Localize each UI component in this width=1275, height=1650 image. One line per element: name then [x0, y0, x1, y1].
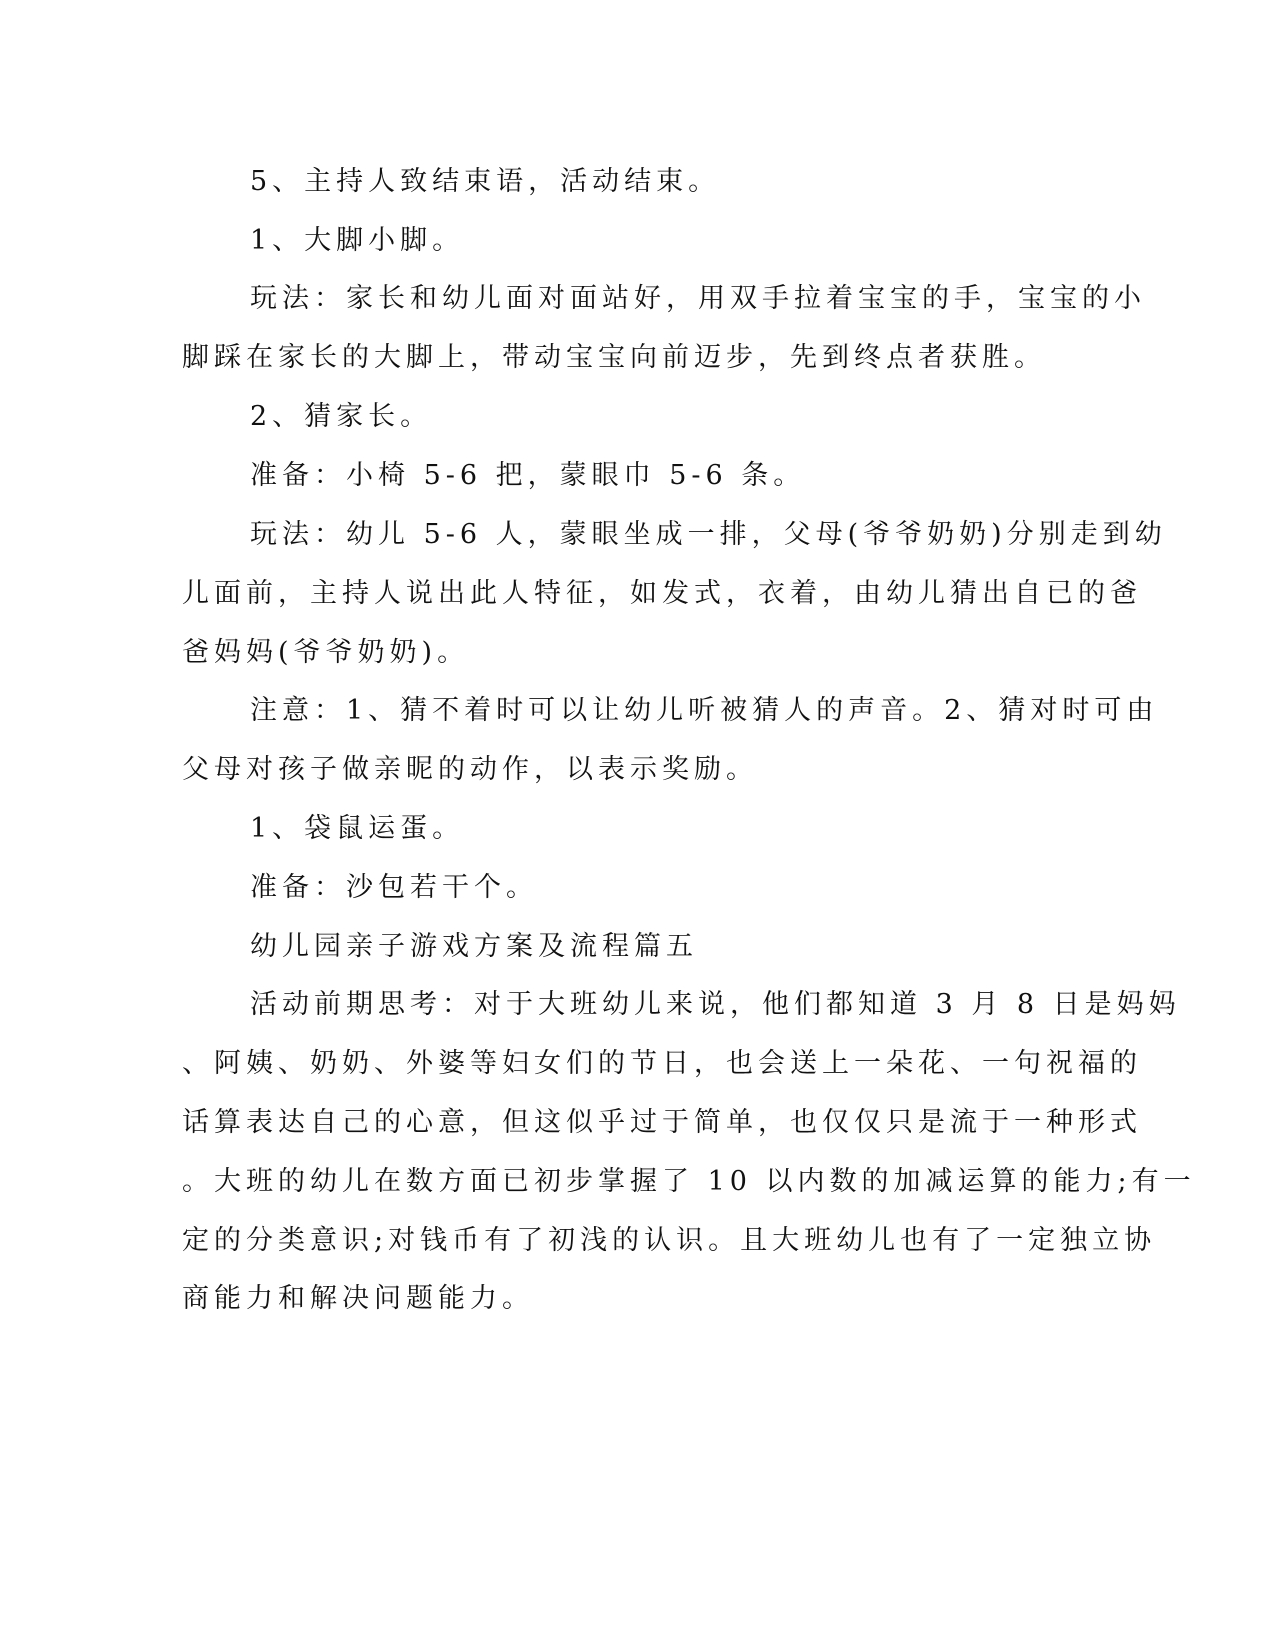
text-line: 。大班的幼儿在数方面已初步掌握了 10 以内数的加减运算的能力;有一: [182, 1166, 1196, 1197]
text-line: 玩法：家长和幼儿面对面站好，用双手拉着宝宝的手，宝宝的小: [250, 283, 1146, 314]
text-line: 商能力和解决问题能力。: [182, 1283, 534, 1314]
text-line: 5、主持人致结束语，活动结束。: [250, 166, 721, 197]
text-line: 1、大脚小脚。: [250, 225, 465, 256]
text-line: 活动前期思考：对于大班幼儿来说，他们都知道 3 月 8 日是妈妈: [250, 989, 1181, 1020]
text-line: 玩法：幼儿 5-6 人，蒙眼坐成一排，父母(爷爷奶奶)分别走到幼: [250, 519, 1167, 550]
text-line: 儿面前，主持人说出此人特征，如发式，衣着，由幼儿猜出自已的爸: [182, 578, 1142, 609]
text-line: 定的分类意识;对钱币有了初浅的认识。且大班幼儿也有了一定独立协: [182, 1225, 1157, 1256]
text-line: 准备：沙包若干个。: [250, 872, 538, 903]
text-line: 注意：1、猜不着时可以让幼儿听被猜人的声音。2、猜对时可由: [250, 695, 1159, 726]
section-heading: 幼儿园亲子游戏方案及流程篇五: [250, 931, 698, 962]
text-line: 2、猜家长。: [250, 401, 433, 432]
text-line: 准备：小椅 5-6 把，蒙眼巾 5-6 条。: [250, 460, 806, 491]
text-line: 脚踩在家长的大脚上，带动宝宝向前迈步，先到终点者获胜。: [182, 342, 1046, 373]
text-line: 爸妈妈(爷爷奶奶)。: [182, 637, 470, 668]
text-line: 1、袋鼠运蛋。: [250, 813, 465, 844]
text-line: 话算表达自己的心意，但这似乎过于简单，也仅仅只是流于一种形式: [182, 1107, 1142, 1138]
text-line: 、阿姨、奶奶、外婆等妇女们的节日，也会送上一朵花、一句祝福的: [182, 1048, 1142, 1079]
text-line: 父母对孩子做亲昵的动作，以表示奖励。: [182, 754, 758, 785]
